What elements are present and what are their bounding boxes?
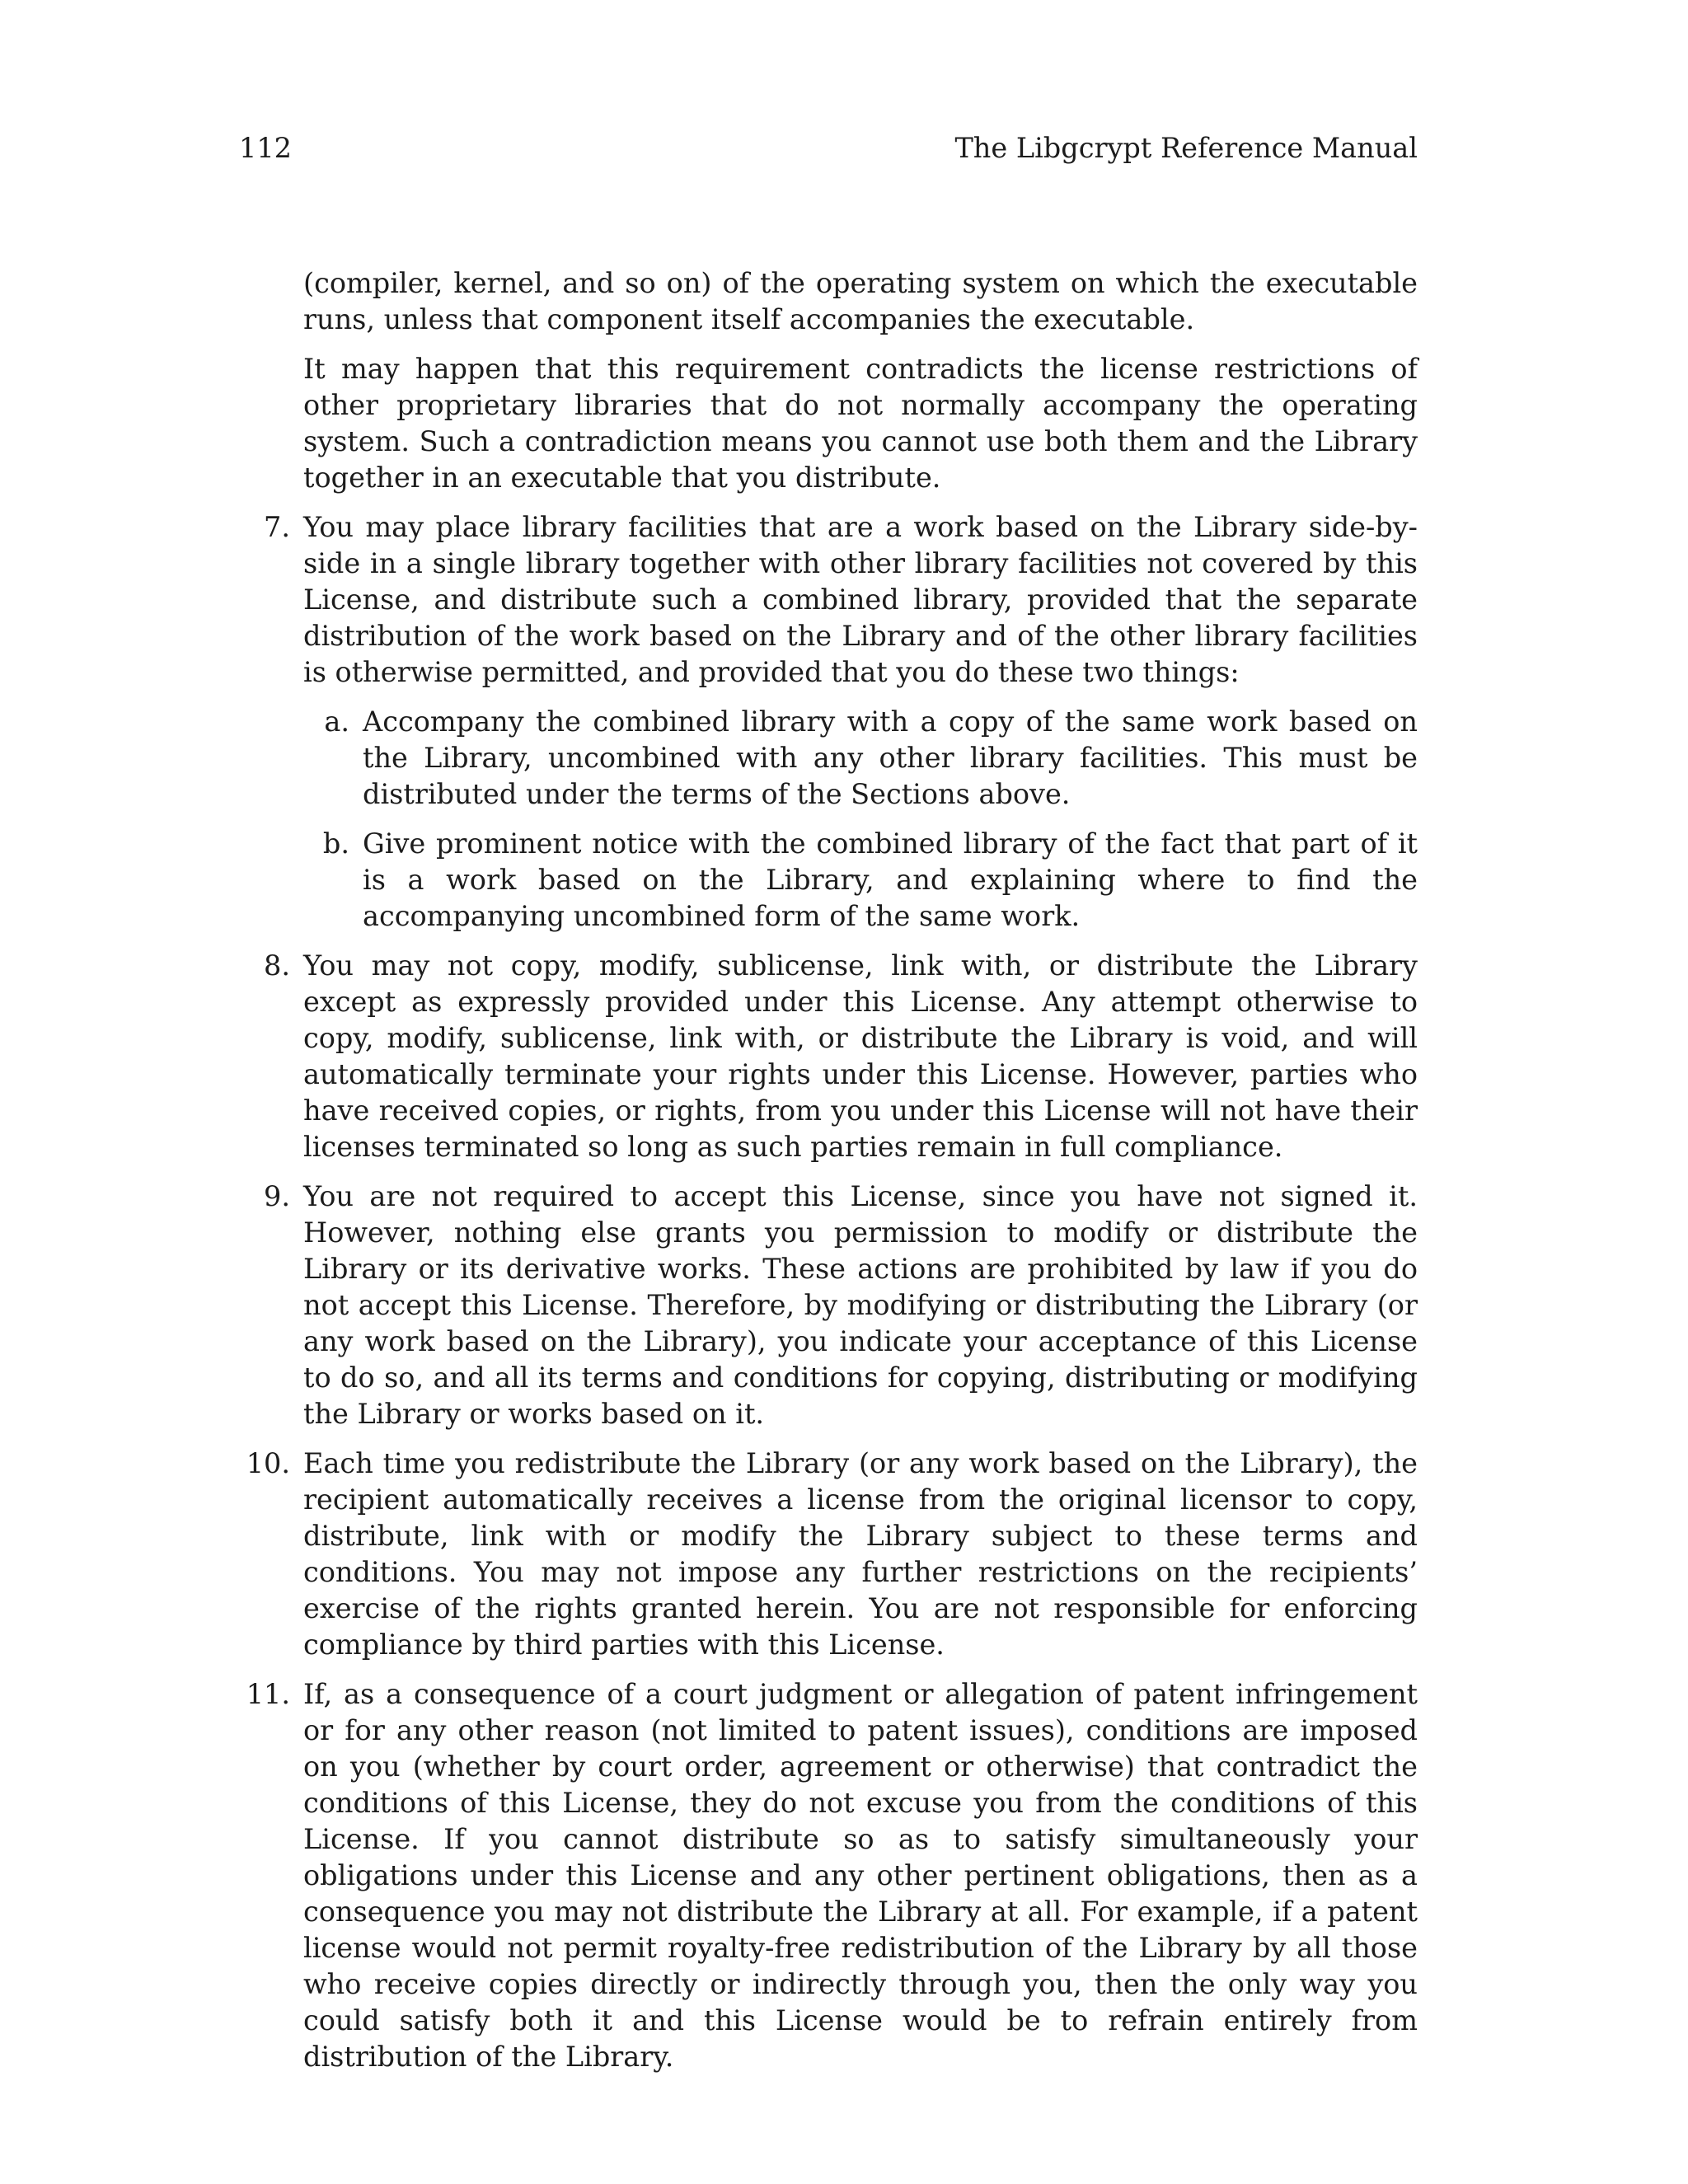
list-item-8 <box>239 948 1418 1165</box>
subitem-text: Accompany the combined library with a copy of the same work based on the Library, uncombined with any other library facilities. This must be distributed under the terms of the Sections above. <box>363 705 1418 810</box>
item-number: 9. <box>264 1180 290 1212</box>
item-number: 8. <box>264 949 290 982</box>
list-item-11 <box>239 1676 1418 2075</box>
item-number: 10. <box>246 1447 290 1479</box>
sublist-item-a <box>303 704 1418 813</box>
intro-paragraph-2: It may happen that this requirement contradicts the license restrictions of other proprietary libraries that do not normally accompany the operating system. Such a contradiction means you cannot use both them and the Library together in an executable that you distribute. <box>303 353 1418 494</box>
item-text: You may not copy, modify, sublicense, link with, or distribute the Library except as expressly provided under this License. Any attempt otherwise to copy, modify, sublicense, link with, or distribute the Library is void, and will automatically terminate your rights under this License. However, parties who have received copies, or rights, from you under this License will not have their licenses terminated so long as such parties remain in full compliance. <box>303 949 1418 1163</box>
list-item-9 <box>239 1179 1418 1432</box>
intro-paragraph-1: (compiler, kernel, and so on) of the operating system on which the executable runs, unless that component itself accompanies the executable. <box>303 267 1418 335</box>
item-text: If, as a consequence of a court judgment or allegation of patent infringement or for any other reason (not limited to patent issues), conditions are imposed on you (whether by court order, agreement or otherwise) that contradict the conditions of this License, they do not excuse you from the conditions of this License. If you cannot distribute so as to satisfy simultaneously your obligations under this License and any other pertinent obligations, then as a consequence you may not distribute the Library at all. For example, if a patent license would not permit royalty-free redistribution of the Library by all those who receive copies directly or indirectly through you, then the only way you could satisfy both it and this License would be to refrain entirely from distribution of the Library. <box>303 1678 1418 2073</box>
running-title: The Libgcrypt Reference Manual <box>954 132 1418 164</box>
item-text: Each time you redistribute the Library (or any work based on the Library), the recipient automatically receives a license from the original licensor to copy, distribute, link with or modify the Library subject to these terms and conditions. You may not impose any further restrictions on the recipients’ exercise of the rights granted herein. You are not responsible for enforcing compliance by third parties with this License. <box>303 1447 1418 1661</box>
subitem-text: Give prominent notice with the combined library of the fact that part of it is a work based on the Library, and explaining where to find the accompanying uncombined form of the same work. <box>363 827 1418 932</box>
page-number: 112 <box>239 132 292 164</box>
subitem-letter: b. <box>322 827 349 860</box>
item-text: You may place library facilities that are a work based on the Library side-by-side in a single library together with other library facilities not covered by this License, and distribute such a combined library, provided that the separate distribution of the work based on the Library and of the other library facilities is otherwise permitted, and provided that you do these two things: <box>303 511 1418 688</box>
list-item-7 <box>239 509 1418 935</box>
page-content <box>239 265 1418 2088</box>
subitem-letter: a. <box>324 705 349 738</box>
list-item-10 <box>239 1446 1418 1663</box>
page-header <box>239 129 1418 168</box>
item-text: You are not required to accept this License, since you have not signed it. However, nothing else grants you permission to modify or distribute the Library or its derivative works. These actions are prohibited by law if you do not accept this License. Therefore, by modifying or distributing the Library (or any work based on the Library), you indicate your acceptance of this License to do so, and all its terms and conditions for copying, distributing or modifying the Library or works based on it. <box>303 1180 1418 1430</box>
item-number: 11. <box>246 1678 290 1710</box>
sublist <box>303 704 1418 935</box>
item-number: 7. <box>264 511 290 543</box>
sublist-item-b <box>303 826 1418 935</box>
